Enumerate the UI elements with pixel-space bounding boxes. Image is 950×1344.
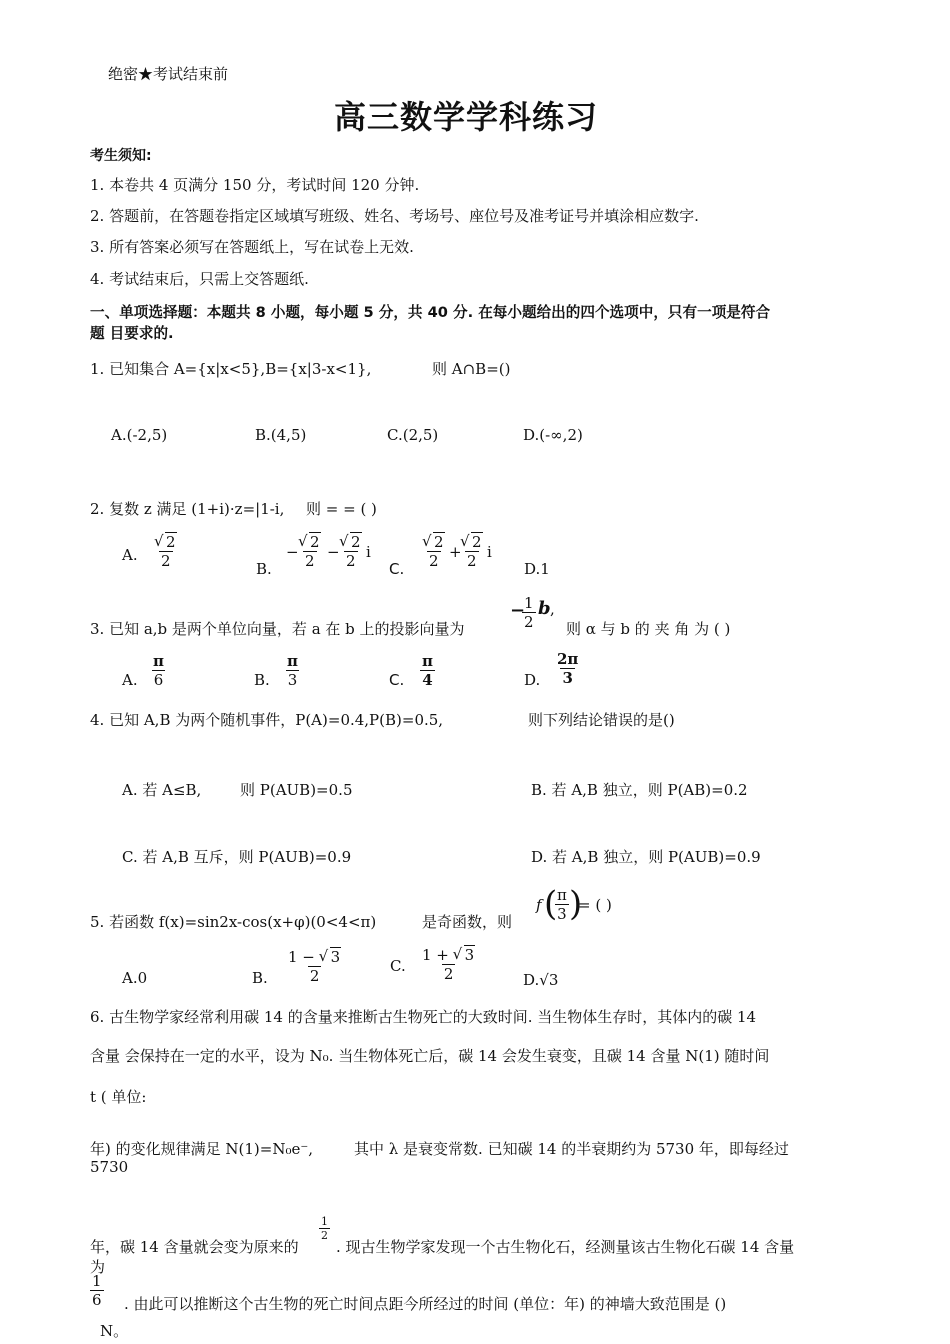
q2-option-b-i: i <box>366 543 371 561</box>
q3-ask: 则 α 与 b 的 夹 角 为 ( ) <box>566 620 731 638</box>
q2-option-a-fraction: √ $\frac{2}{2}$ <box>153 533 179 570</box>
q5-option-c-fraction: $\frac{1 + √ 3}{2}$ <box>420 946 477 983</box>
q1-stem: 1. 已知集合 A={x|x<5},B={x|3-x<1}, <box>90 360 372 378</box>
q3-option-c-fraction: $\frac{\pi}{4}$ <box>422 652 433 689</box>
q2-option-b-minus-2: − <box>327 543 340 561</box>
q5-ask: 是奇函数，则 <box>422 913 513 931</box>
q2-ask: 则 = = ( ) <box>306 500 377 518</box>
q4-option-c: C. 若 A,B 互斥，则 P(AUB)=0.9 <box>122 848 352 866</box>
q5-pi-over-3: $\frac{\pi}{3}$ <box>557 886 567 923</box>
q5-left-paren: ( <box>544 884 558 924</box>
q1-ask: 则 A∩B=() <box>432 360 511 378</box>
q1-option-a: A.(-2,5) <box>111 426 168 444</box>
q5-equals: = ( ) <box>578 896 612 914</box>
q2-option-c-label: C. <box>389 560 405 578</box>
q2-option-b-label: B. <box>256 560 272 578</box>
q5-option-b-fraction: $\frac{1 - √ 3}{2}$ <box>286 948 343 985</box>
q3-option-d-label: D. <box>524 671 541 689</box>
q3-projection-minus: − <box>510 600 526 621</box>
q6-line-2: 含量 会保持在一定的水平，设为 N₀. 当生物体死亡后，碳 14 会发生衰变，且碳 14 含量 N(1) 随时间 <box>90 1047 770 1065</box>
q2-option-b-minus: − <box>286 543 299 561</box>
q3-option-c-label: C. <box>389 671 405 689</box>
q2-option-c-plus: + <box>449 543 462 561</box>
q2-option-c-fraction-2: √ $\frac{2}{2}$ <box>459 533 485 570</box>
q2-option-b-fraction-2: √ $\frac{2}{2}$ <box>338 533 364 570</box>
q3-projection-comma: , <box>550 600 555 618</box>
q3-projection-b: b <box>538 598 551 619</box>
q6-line-7: 为 <box>90 1258 106 1276</box>
section-heading-line2: 题 目要求的. <box>90 325 174 342</box>
notice-item-3: 3. 所有答案必须写在答题纸上，写在试卷上无效. <box>90 238 414 256</box>
section-heading-line1: 一、单项选择题：本题共 8 小题，每小题 5 分，共 40 分. 在每小题给出的四个选项中，只有一项是符合 <box>90 304 771 321</box>
q4-option-a-1: A. 若 A≤B, <box>122 781 202 799</box>
q3-option-a-fraction: $\frac{\pi}{6}$ <box>153 652 164 689</box>
q2-option-d: D.1 <box>524 560 550 578</box>
q5-option-b-label: B. <box>252 969 268 987</box>
q5-stem: 5. 若函数 f(x)=sin2x-cos(x+φ)(0<4<π) <box>90 913 377 931</box>
q6-line-4a: 年) 的变化规律满足 N(1)=N₀e⁻, <box>90 1140 314 1158</box>
q3-option-b-label: B. <box>254 671 270 689</box>
q5-right-paren: ) <box>569 884 583 924</box>
q6-line-3: t ( 单位: <box>90 1088 147 1106</box>
q6-line-6b: . 现古生物学家发现一个古生物化石，经测量该古生物化石碳 14 含量 <box>336 1238 795 1256</box>
notice-heading: 考生须知: <box>90 148 152 164</box>
notice-item-4: 4. 考试结束后，只需上交答题纸. <box>90 270 309 288</box>
q6-sixth-fraction: $\frac{1}{6}$ <box>92 1272 102 1309</box>
q3-stem: 3. 已知 a,b 是两个单位向量，若 a 在 b 上的投影向量为 <box>90 620 465 638</box>
q4-ask: 则下列结论错误的是() <box>528 711 675 729</box>
q5-f: f <box>536 896 542 914</box>
q4-option-b: B. 若 A,B 独立，则 P(AB)=0.2 <box>531 781 748 799</box>
q6-line-9: N。 <box>100 1322 129 1340</box>
q6-line-5: 5730 <box>90 1158 129 1176</box>
q6-line-1: 6. 古生物学家经常利用碳 14 的含量来推断古生物死亡的大致时间. 当生物体生存时，其体内的碳 14 <box>90 1008 757 1026</box>
q6-line-4b: 其中 λ 是衰变常数. 已知碳 14 的半衰期约为 5730 年，即每经过 <box>354 1140 789 1158</box>
q1-option-c: C.(2,5) <box>387 426 439 444</box>
q2-stem: 2. 复数 z 满足 (1+i)·z=|1-i, <box>90 500 285 518</box>
q6-line-8: . 由此可以推断这个古生物的死亡时间点距今所经过的时间 (单位：年) 的神墙大致范围是 () <box>124 1295 727 1313</box>
q2-option-b-fraction-1: √ $\frac{2}{2}$ <box>297 533 323 570</box>
q4-option-a-2: 则 P(AUB)=0.5 <box>240 781 353 799</box>
q4-option-d: D. 若 A,B 独立，则 P(AUB)=0.9 <box>531 848 761 866</box>
q2-option-a-label: A. <box>122 546 138 564</box>
q6-half-fraction: $\frac{1}{2}$ <box>321 1215 328 1242</box>
q2-option-c-fraction-1: √ $\frac{2}{2}$ <box>421 533 447 570</box>
q3-option-b-fraction: $\frac{\pi}{3}$ <box>287 652 298 689</box>
page-title: 高三数学学科练习 <box>334 98 599 136</box>
q1-option-d: D.(-∞,2) <box>523 426 583 444</box>
q3-option-d-fraction: $\frac{2\pi}{3}$ <box>557 650 579 687</box>
q5-option-d: D.√3 <box>523 971 559 989</box>
q4-stem: 4. 已知 A,B 为两个随机事件，P(A)=0.4,P(B)=0.5, <box>90 711 444 729</box>
q3-option-a-label: A. <box>122 671 138 689</box>
q2-option-c-i: i <box>487 543 492 561</box>
q5-option-c-label: C. <box>390 957 406 975</box>
confidential-label: 绝密★考试结束前 <box>108 65 229 83</box>
q3-projection-fraction: $\frac{1}{2}$ <box>524 594 534 631</box>
q5-option-a: A.0 <box>122 969 148 987</box>
notice-item-2: 2. 答题前，在答题卷指定区域填写班级、姓名、考场号、座位号及准考证号并填涂相应数字. <box>90 207 699 225</box>
notice-item-1: 1. 本卷共 4 页满分 150 分，考试时间 120 分钟. <box>90 176 420 194</box>
q1-option-b: B.(4,5) <box>255 426 307 444</box>
q6-line-6a: 年，碳 14 含量就会变为原来的 <box>90 1238 299 1256</box>
